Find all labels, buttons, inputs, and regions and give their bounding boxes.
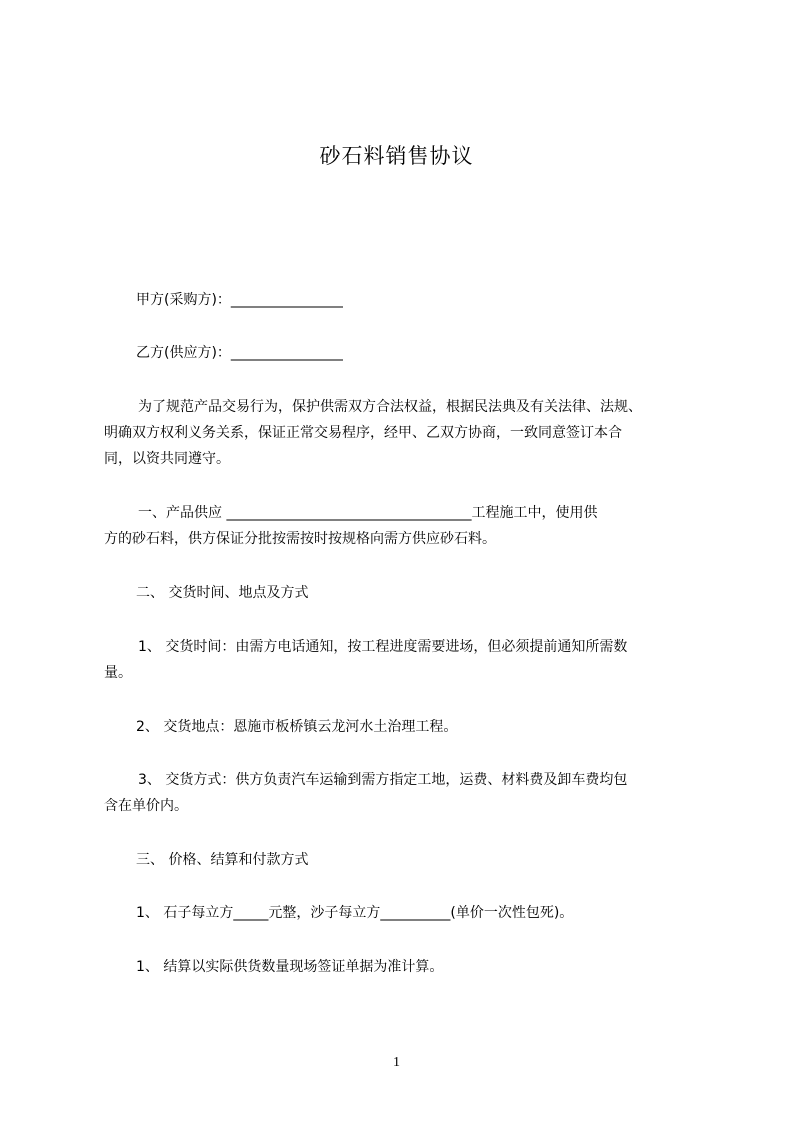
- section-2-heading: 二、 交货时间、地点及方式: [136, 585, 309, 601]
- section-2-item-3-line-1: 3、 交货方式：供方负责汽车运输到需方指定工地，运费、材料费及卸车费均包: [138, 772, 628, 788]
- document-title: 砂石料销售协议: [319, 144, 474, 168]
- preamble-line-3: 同，以资共同遵守。: [104, 451, 230, 467]
- preamble-line-1: 为了规范产品交易行为，保护供需双方合法权益，根据民法典及有关法律、法规、: [138, 399, 642, 415]
- section-1-line-2: 方的砂石料，供方保证分批按需按时按规格向需方供应砂石料。: [104, 531, 496, 547]
- party-b-line: 乙方(供应方)：________________: [136, 345, 343, 361]
- section-1-paragraph: [104, 500, 716, 552]
- section-3-item-2: 1、 结算以实际供货数量现场签证单据为准计算。: [136, 959, 444, 975]
- section-2-item-2: 2、 交货地点：恩施市板桥镇云龙河水土治理工程。: [136, 719, 458, 735]
- section-1-line-1: 一、产品供应 ___________________________________工程施工中，使用供: [138, 505, 598, 521]
- section-2-item-3-line-2: 含在单价内。: [104, 798, 188, 814]
- section-2-item-3: [104, 767, 716, 819]
- section-3-item-1: 1、 石子每立方_____元整，沙子每立方__________(单价一次性包死)。: [136, 905, 574, 921]
- preamble-line-2: 明确双方权利义务关系，保证正常交易程序，经甲、乙双方协商，一致同意签订本合: [104, 425, 622, 441]
- section-2-item-1-line-2: 量。: [104, 665, 132, 681]
- page-number: 1: [393, 1055, 400, 1070]
- party-a-line: 甲方(采购方)：________________: [136, 292, 343, 308]
- section-2-item-1-line-1: 1、 交货时间：由需方电话通知，按工程进度需要进场，但必须提前通知所需数: [138, 639, 628, 655]
- section-3-heading: 三、 价格、结算和付款方式: [136, 852, 309, 868]
- preamble-paragraph: [104, 394, 716, 472]
- section-2-item-1: [104, 634, 716, 686]
